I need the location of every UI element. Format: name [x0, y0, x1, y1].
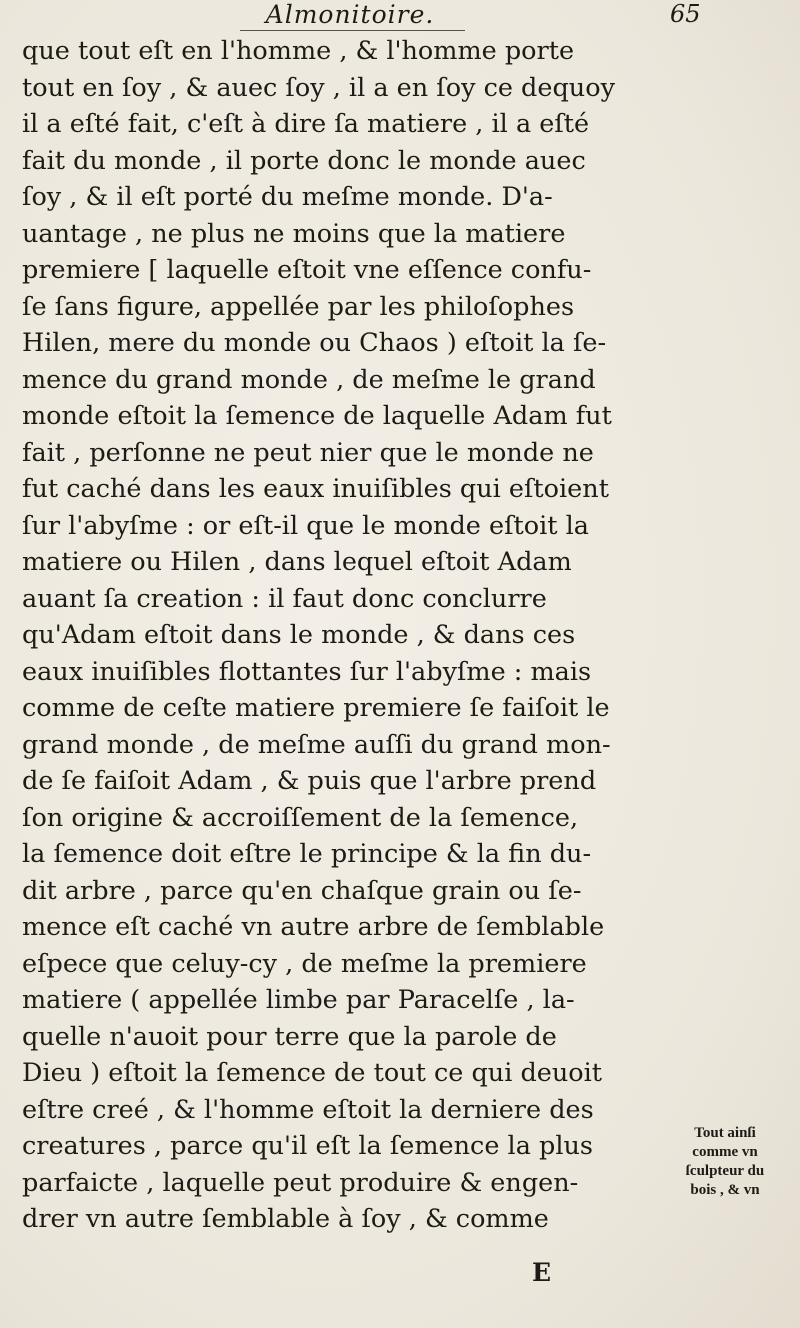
- text-line: quelle n'auoit pour terre que la parole de: [22, 1021, 557, 1052]
- text-line: de ſe faiſoit Adam , & puis que l'arbre prend: [22, 766, 597, 796]
- text-line: monde eſtoit la ſemence de laquelle Adam fut: [22, 401, 612, 431]
- text-line: il a eſté fait, c'eſt à dire ſa matiere , il a eſté: [22, 109, 590, 139]
- text-line: ſoy , & il eſt porté du meſme monde. D'a-: [22, 182, 553, 212]
- text-line: fait , perſonne ne peut nier que le monde ne: [22, 437, 594, 468]
- margin-note-line: Tout ainſi: [694, 1125, 756, 1141]
- text-line: eſpece que celuy-cy , de meſme la premiere: [22, 948, 587, 979]
- text-line: grand monde , de meſme auſſi du grand mon-: [22, 729, 611, 760]
- text-line: parfaicte , laquelle peut produire & engen-: [22, 1167, 579, 1198]
- text-line: matiere ( appellée limbe par Paracelſe , la-: [22, 985, 575, 1015]
- text-line: comme de ceſte matiere premiere ſe faiſoit le: [22, 693, 610, 723]
- text-line: fut caché dans les eaux inuiſibles qui eſtoient: [22, 474, 609, 504]
- text-line: uantage , ne plus ne moins que la matiere: [22, 218, 566, 249]
- text-line: eaux inuiſibles flottantes ſur l'abyſme : mais: [22, 656, 592, 687]
- text-line: creatures , parce qu'il eſt la ſemence la plus: [22, 1131, 593, 1161]
- text-line: mence eſt caché vn autre arbre de ſemblable: [22, 912, 605, 942]
- running-title: Almonitoire.: [265, 0, 435, 29]
- margin-note-line: bois , & vn: [690, 1182, 760, 1198]
- text-line: la ſemence doit eſtre le principe & la fin du-: [22, 839, 592, 869]
- text-line: drer vn autre ſemblable à ſoy , & comme: [22, 1204, 549, 1234]
- text-line: Hilen, mere du monde ou Chaos ) eſtoit la ſe-: [22, 328, 607, 358]
- margin-note-line: ſculpteur du: [685, 1163, 765, 1179]
- text-line: que tout eſt en l'homme , & l'homme porte: [22, 36, 575, 66]
- catchword: E: [532, 1258, 552, 1287]
- text-line: fait du monde , il porte donc le monde auec: [22, 145, 586, 176]
- text-line: qu'Adam eſtoit dans le monde , & dans ces: [22, 620, 576, 650]
- text-line: premiere [ laquelle eſtoit vne eſſence confu-: [22, 255, 592, 285]
- text-line: eſtre creé , & l'homme eſtoit la derniere des: [22, 1094, 594, 1125]
- text-line: matiere ou Hilen , dans lequel eſtoit Adam: [22, 547, 572, 577]
- page-number: 65: [670, 0, 701, 28]
- text-line: ſe ſans figure, appellée par les philoſophes: [22, 291, 575, 322]
- text-line: mence du grand monde , de meſme le grand: [22, 364, 596, 395]
- text-line: Dieu ) eſtoit la ſemence de tout ce qui deuoit: [22, 1058, 603, 1088]
- text-line: ſur l'abyſme : or eſt-il que le monde eſtoit la: [22, 510, 589, 541]
- text-line: tout en ſoy , & auec ſoy , il a en ſoy ce dequoy: [22, 72, 615, 103]
- margin-note-line: comme vn: [692, 1144, 758, 1160]
- margin-note: [650, 1124, 800, 1200]
- text-line: dit arbre , parce qu'en chaſque grain ou ſe-: [22, 875, 582, 906]
- text-line: ſon origine & accroiſſement de la ſemence,: [22, 802, 579, 833]
- text-line: auant ſa creation : il faut donc conclurre: [22, 583, 547, 614]
